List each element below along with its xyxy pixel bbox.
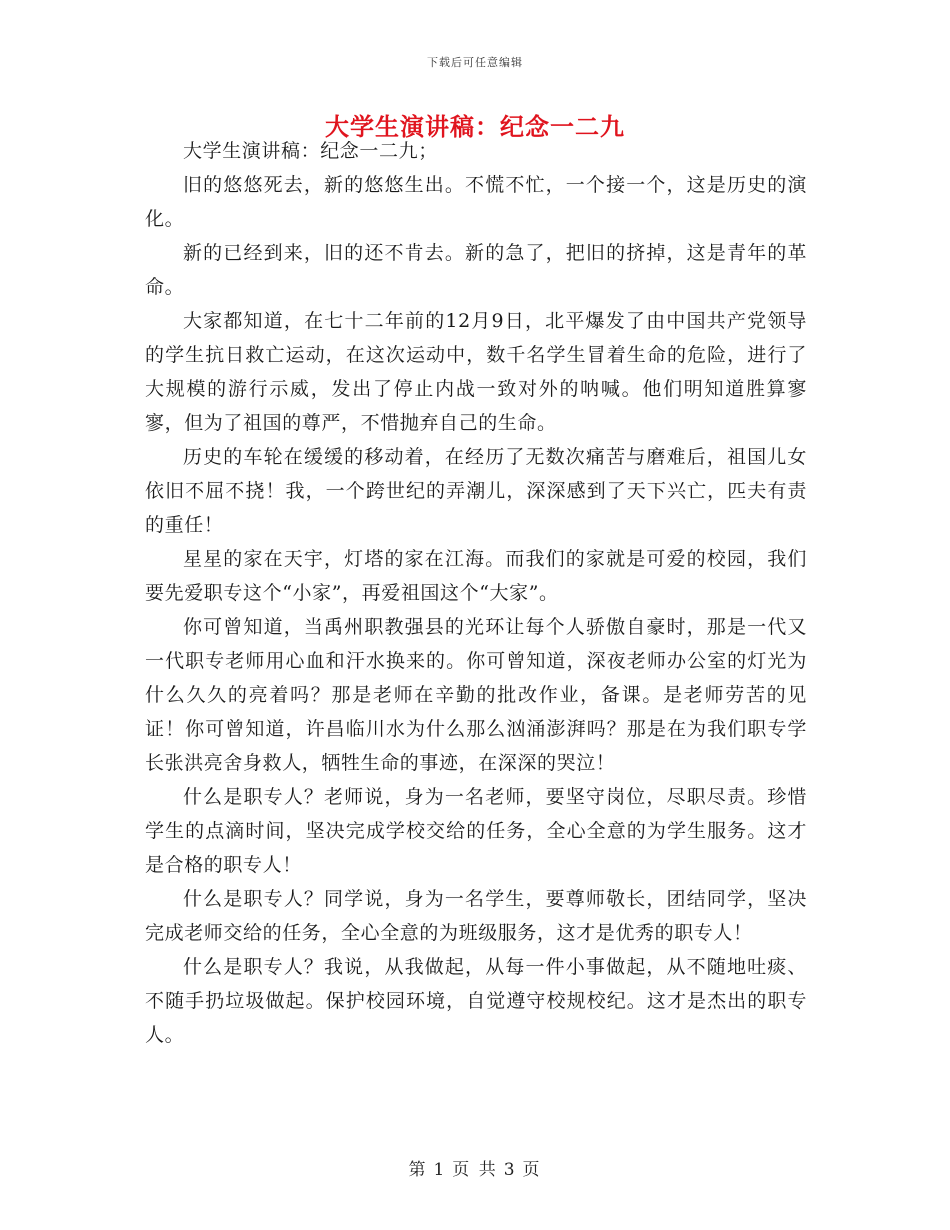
paragraph: 你可曾知道，当禹州职教强县的光环让每个人骄傲自豪时，那是一代又一代职专老师用心血和汗水换来的。你可曾知道，深夜老师办公室的灯光为什么久久的亮着吗？那是老师在辛勤的批改作业，备课。是老师劳苦的见证！你可曾知道，许昌临川水为什么那么汹涌澎湃吗？那是在为我们职专学长张洪亮舍身救人，牺牲生命的事迹，在深深的哭泣！ [145, 616, 807, 774]
header-note: 下载后可任意编辑 [427, 56, 523, 69]
paragraph: 什么是职专人？老师说，身为一名老师，要坚守岗位，尽职尽责。珍惜学生的点滴时间，坚决完成学校交给的任务，全心全意的为学生服务。这才是合格的职专人！ [145, 786, 807, 876]
paragraph: 星星的家在天宇，灯塔的家在江海。而我们的家就是可爱的校园，我们要先爱职专这个“小家”，再爱祖国这个“大家”。 [145, 548, 807, 604]
paragraph: 什么是职专人？我说，从我做起，从每一件小事做起，从不随地吐痰、不随手扔垃圾做起。保护校园环境，自觉遵守校规校纪。这才是杰出的职专人。 [145, 956, 807, 1046]
paragraph: 什么是职专人？同学说，身为一名学生，要尊师敬长，团结同学，坚决完成老师交给的任务，全心全意的为班级服务，这才是优秀的职专人！ [145, 888, 807, 944]
paragraph: 旧的悠悠死去，新的悠悠生出。不慌不忙，一个接一个，这是历史的演化。 [145, 174, 807, 230]
page-label-prefix: 第 [408, 1160, 428, 1180]
page-label-mid: 页 共 [452, 1160, 498, 1180]
document-title: 大学生演讲稿：纪念一二九 [325, 112, 625, 141]
document-body [145, 134, 807, 1052]
page-footer [0, 1155, 950, 1180]
paragraph: 新的已经到来，旧的还不肯去。新的急了，把旧的挤掉，这是青年的革命。 [145, 242, 807, 298]
page-label-suffix: 页 [522, 1160, 542, 1180]
total-pages: 3 [503, 1160, 517, 1180]
paragraph: 历史的车轮在缓缓的移动着，在经历了无数次痛苦与磨难后，祖国儿女依旧不屈不挠！我，一个跨世纪的弄潮儿，深深感到了天下兴亡，匹夫有责的重任！ [145, 446, 807, 536]
page-number: 1 [433, 1160, 447, 1180]
paragraph: 大家都知道，在七十二年前的12月9日，北平爆发了由中国共产党领导的学生抗日救亡运动，在这次运动中，数千名学生冒着生命的危险，进行了大规模的游行示威，发出了停止内战一致对外的呐喊。他们明知道胜算寥寥，但为了祖国的尊严，不惜抛弃自己的生命。 [145, 310, 807, 434]
paragraph: 大学生演讲稿：纪念一二九； [183, 140, 438, 162]
